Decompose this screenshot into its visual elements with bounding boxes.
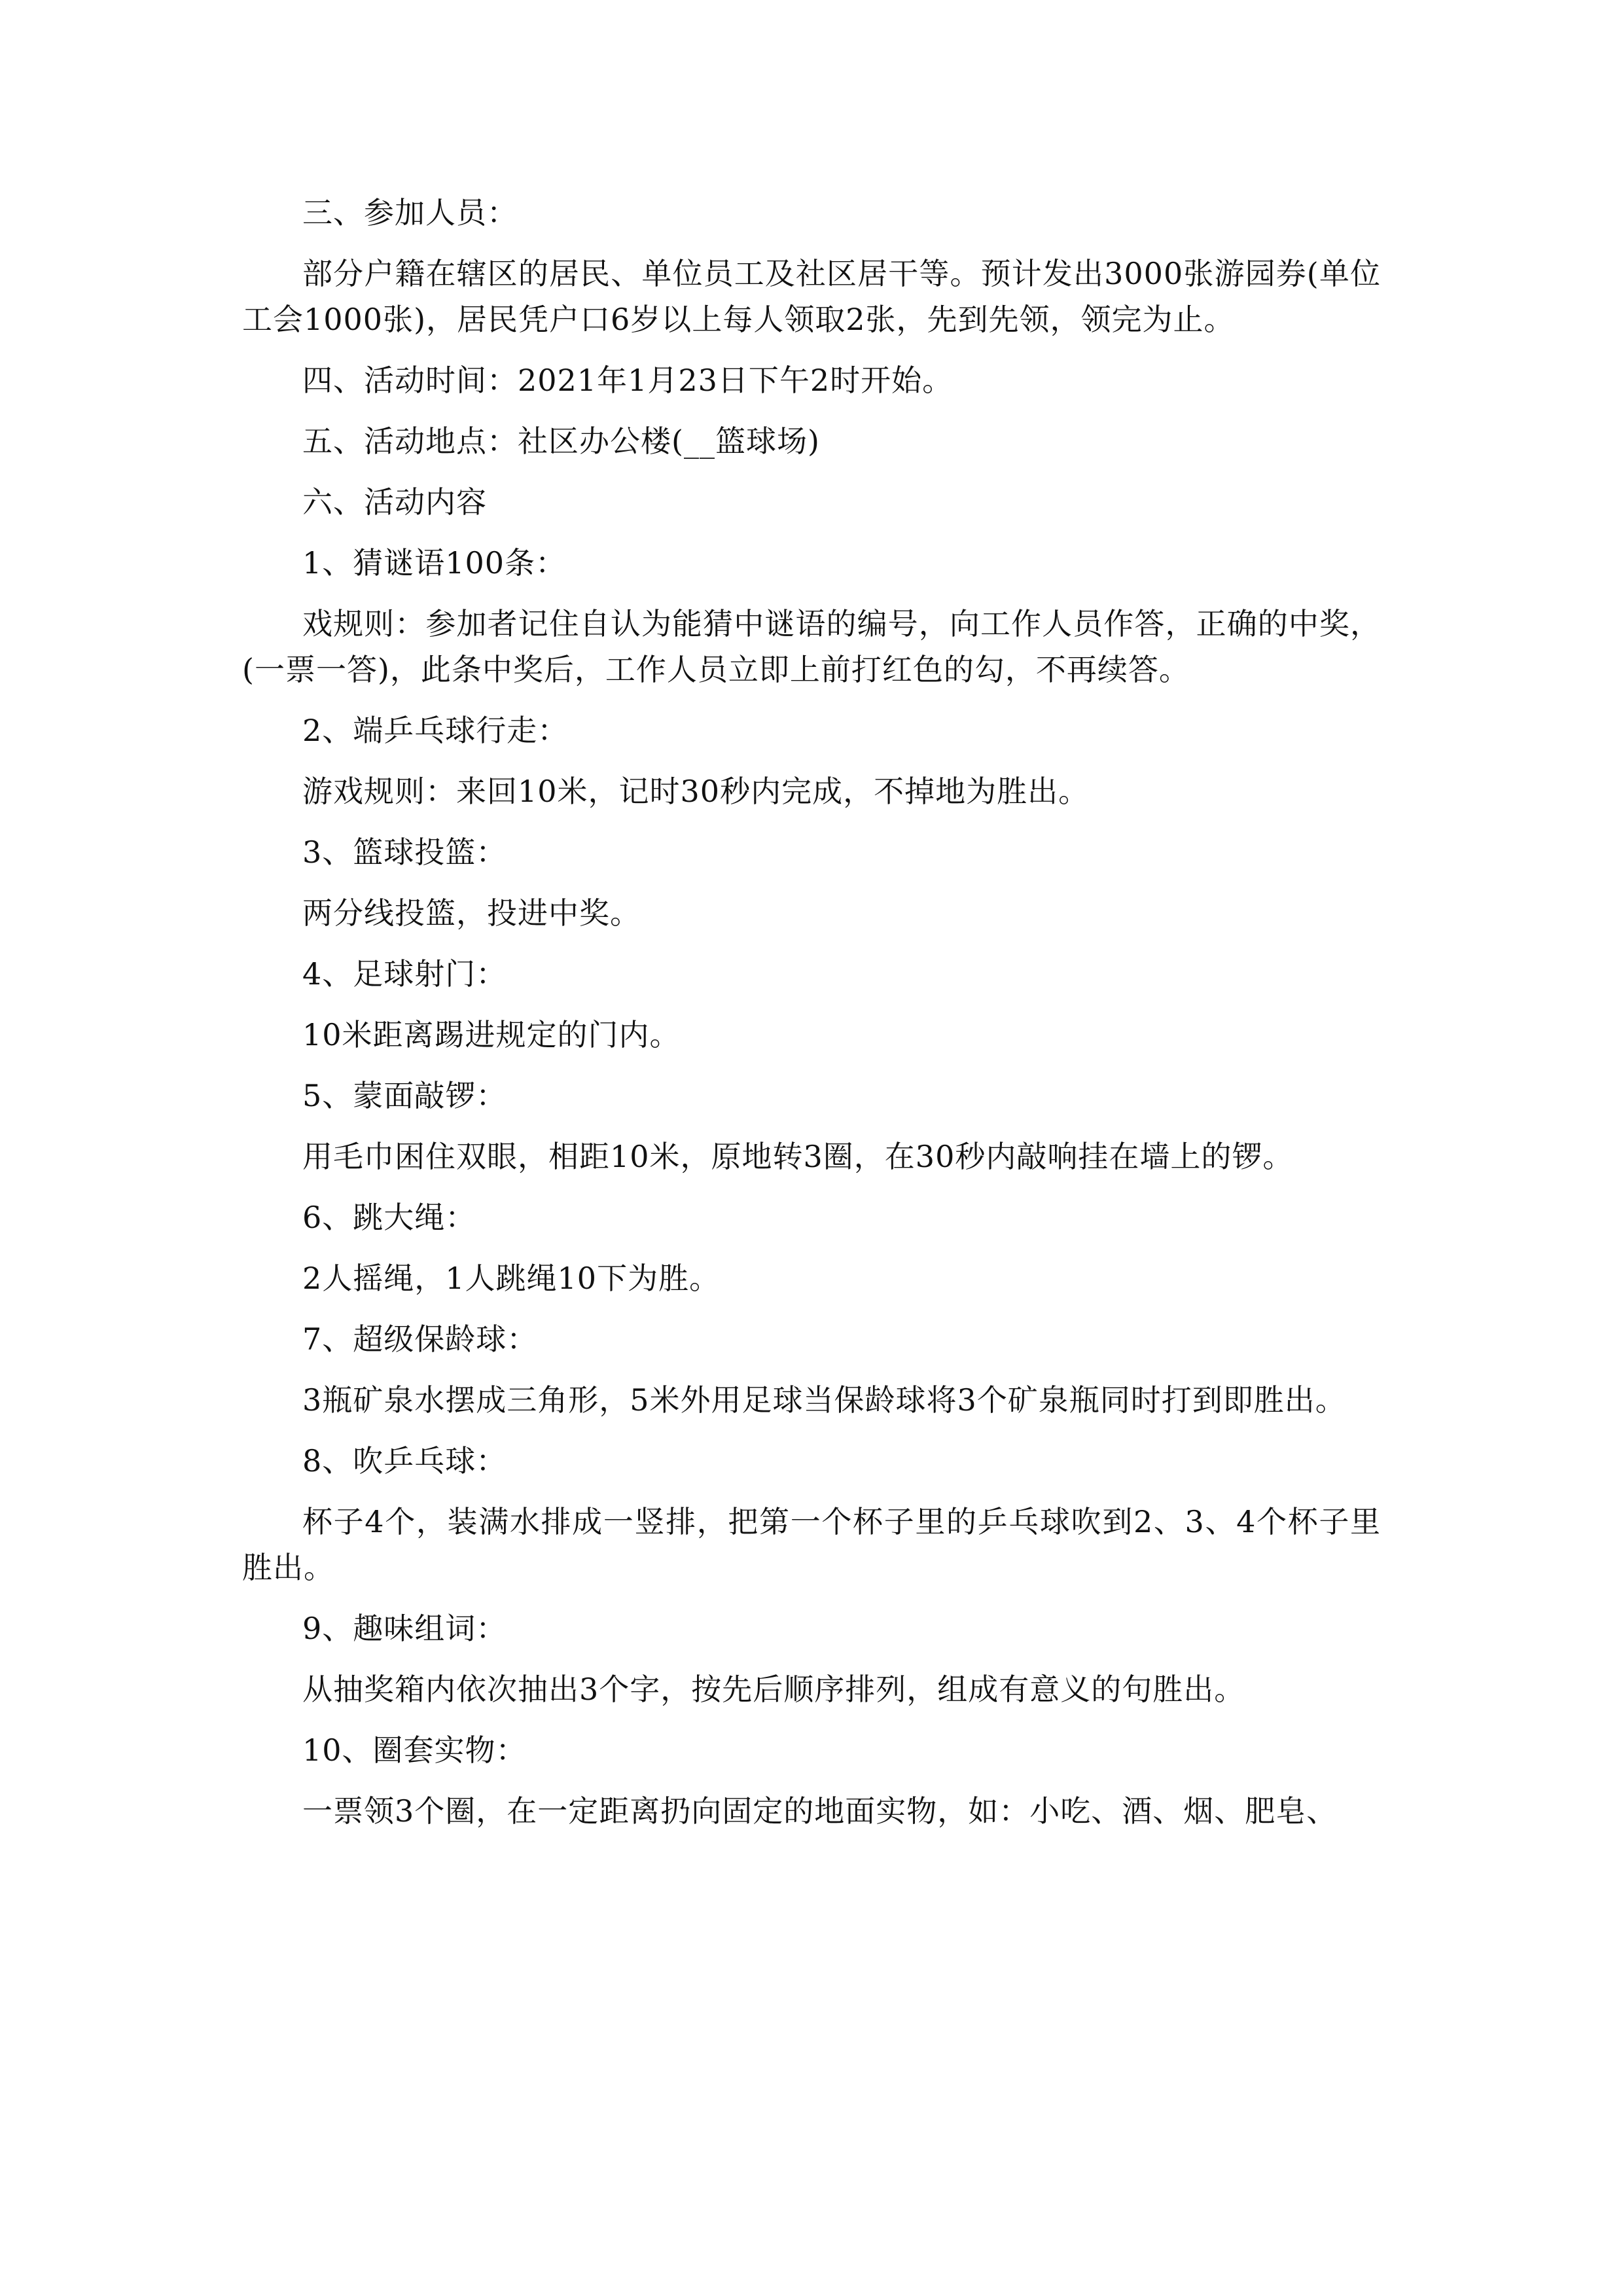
paragraph-riddles-rules: 戏规则：参加者记住自认为能猜中谜语的编号，向工作人员作答，正确的中奖，(一票一答)，此条中奖后，工作人员立即上前打红色的勾，不再续答。	[242, 606, 1381, 687]
paragraph-blow-pingpong-rules: 杯子4个，装满水排成一竖排，把第一个杯子里的乒乓球吹到2、3、4个杯子里胜出。	[242, 1504, 1381, 1585]
paragraph-bowling-rules: 3瓶矿泉水摆成三角形，5米外用足球当保龄球将3个矿泉瓶同时打到即胜出。	[302, 1382, 1346, 1418]
item-heading-basketball: 3、篮球投篮：	[302, 834, 507, 870]
section-heading-participants: 三、参加人员：	[302, 195, 518, 230]
paragraph-football-rules: 10米距离踢进规定的门内。	[302, 1017, 681, 1052]
paragraph-gong-rules: 用毛巾困住双眼，相距10米，原地转3圈，在30秒内敲响挂在墙上的锣。	[302, 1139, 1294, 1174]
paragraph-ring-toss-rules: 一票领3个圈，在一定距离扔向固定的地面实物，如：小吃、酒、烟、肥皂、	[302, 1793, 1338, 1829]
item-heading-word-game: 9、趣味组词：	[302, 1611, 507, 1646]
item-heading-jump-rope: 6、跳大绳：	[302, 1200, 476, 1235]
paragraph-pingpong-walk-rules: 游戏规则：来回10米，记时30秒内完成，不掉地为胜出。	[302, 774, 1090, 809]
paragraph-basketball-rules: 两分线投篮，投进中奖。	[302, 895, 641, 931]
item-heading-ring-toss: 10、圈套实物：	[302, 1732, 527, 1768]
item-heading-gong: 5、蒙面敲锣：	[302, 1078, 507, 1113]
paragraph-jump-rope-rules: 2人摇绳，1人跳绳10下为胜。	[302, 1261, 721, 1296]
section-heading-location: 五、活动地点：社区办公楼(__篮球场)	[302, 423, 820, 459]
item-heading-riddles: 1、猜谜语100条：	[302, 545, 567, 581]
paragraph-participants: 部分户籍在辖区的居民、单位员工及社区居干等。预计发出3000张游园券(单位工会1000张)，居民凭户口6岁以上每人领取2张，先到先领，领完为止。	[242, 256, 1381, 337]
item-heading-pingpong-walk: 2、端乒乓球行走：	[302, 713, 569, 748]
section-heading-content: 六、活动内容	[302, 484, 487, 520]
document-body	[242, 190, 1381, 1849]
item-heading-football: 4、足球射门：	[302, 956, 507, 992]
item-heading-blow-pingpong: 8、吹乒乓球：	[302, 1443, 507, 1479]
item-heading-bowling: 7、超级保龄球：	[302, 1321, 538, 1357]
section-heading-time: 四、活动时间：2021年1月23日下午2时开始。	[302, 363, 954, 398]
paragraph-word-game-rules: 从抽奖箱内依次抽出3个字，按先后顺序排列，组成有意义的句胜出。	[302, 1672, 1245, 1707]
